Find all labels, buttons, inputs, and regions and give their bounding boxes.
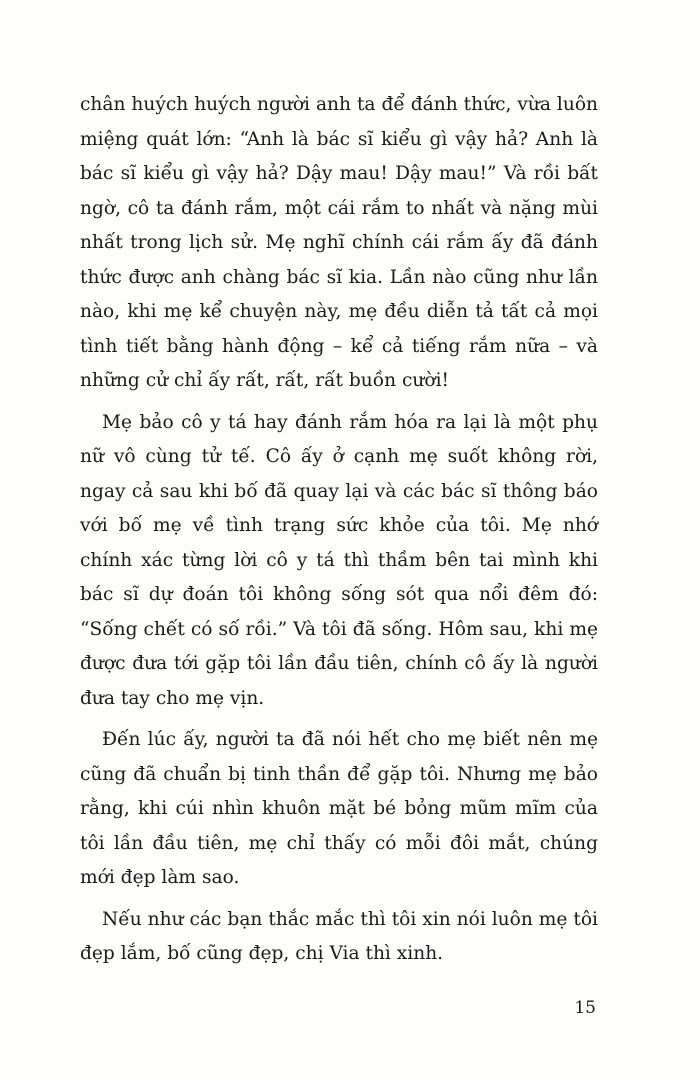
- body-text: [80, 88, 598, 972]
- paragraph-2: Mẹ bảo cô y tá hay đánh rắm hóa ra lại là một phụ nữ vô cùng tử tế. Cô ấy ở cạnh mẹ suốt không rời, ngay cả sau khi bố đã quay lại và các bác sĩ thông báo với bố mẹ về tình trạng sức khỏe của tôi. Mẹ nhớ chính xác từng lời cô y tá thì thầm bên tai mình khi bác sĩ dự đoán tôi không sống sót qua nổi đêm đó: “Sống chết có số rồi.” Và tôi đã sống. Hôm sau, khi mẹ được đưa tới gặp tôi lần đầu tiên, chính cô ấy là người đưa tay cho mẹ vịn.: [80, 411, 598, 709]
- paragraph-3: Đến lúc ấy, người ta đã nói hết cho mẹ biết nên mẹ cũng đã chuẩn bị tinh thần để gặp tôi. Nhưng mẹ bảo rằng, khi cúi nhìn khuôn mặt bé bỏng mũm mĩm của tôi lần đầu tiên, mẹ chỉ thấy có mỗi đôi mắt, chúng mới đẹp làm sao.: [80, 729, 598, 888]
- paragraph-4: Nếu như các bạn thắc mắc thì tôi xin nói luôn mẹ tôi đẹp lắm, bố cũng đẹp, chị Via thì xinh.: [80, 908, 598, 964]
- paragraph-1: chân huých huých người anh ta để đánh thức, vừa luôn miệng quát lớn: “Anh là bác sĩ kiểu gì vậy hả? Anh là bác sĩ kiểu gì vậy hả? Dậy mau! Dậy mau!” Và rồi bất ngờ, cô ta đánh rắm, một cái rắm to nhất và nặng mùi nhất trong lịch sử. Mẹ nghĩ chính cái rắm ấy đã đánh thức được anh chàng bác sĩ kia. Lần nào cũng như lần nào, khi mẹ kể chuyện này, mẹ đều diễn tả tất cả mọi tình tiết bằng hành động – kể cả tiếng rắm nữa – và những cử chỉ ấy rất, rất, rất buồn cười!: [80, 94, 598, 391]
- page-number: 15: [574, 998, 596, 1018]
